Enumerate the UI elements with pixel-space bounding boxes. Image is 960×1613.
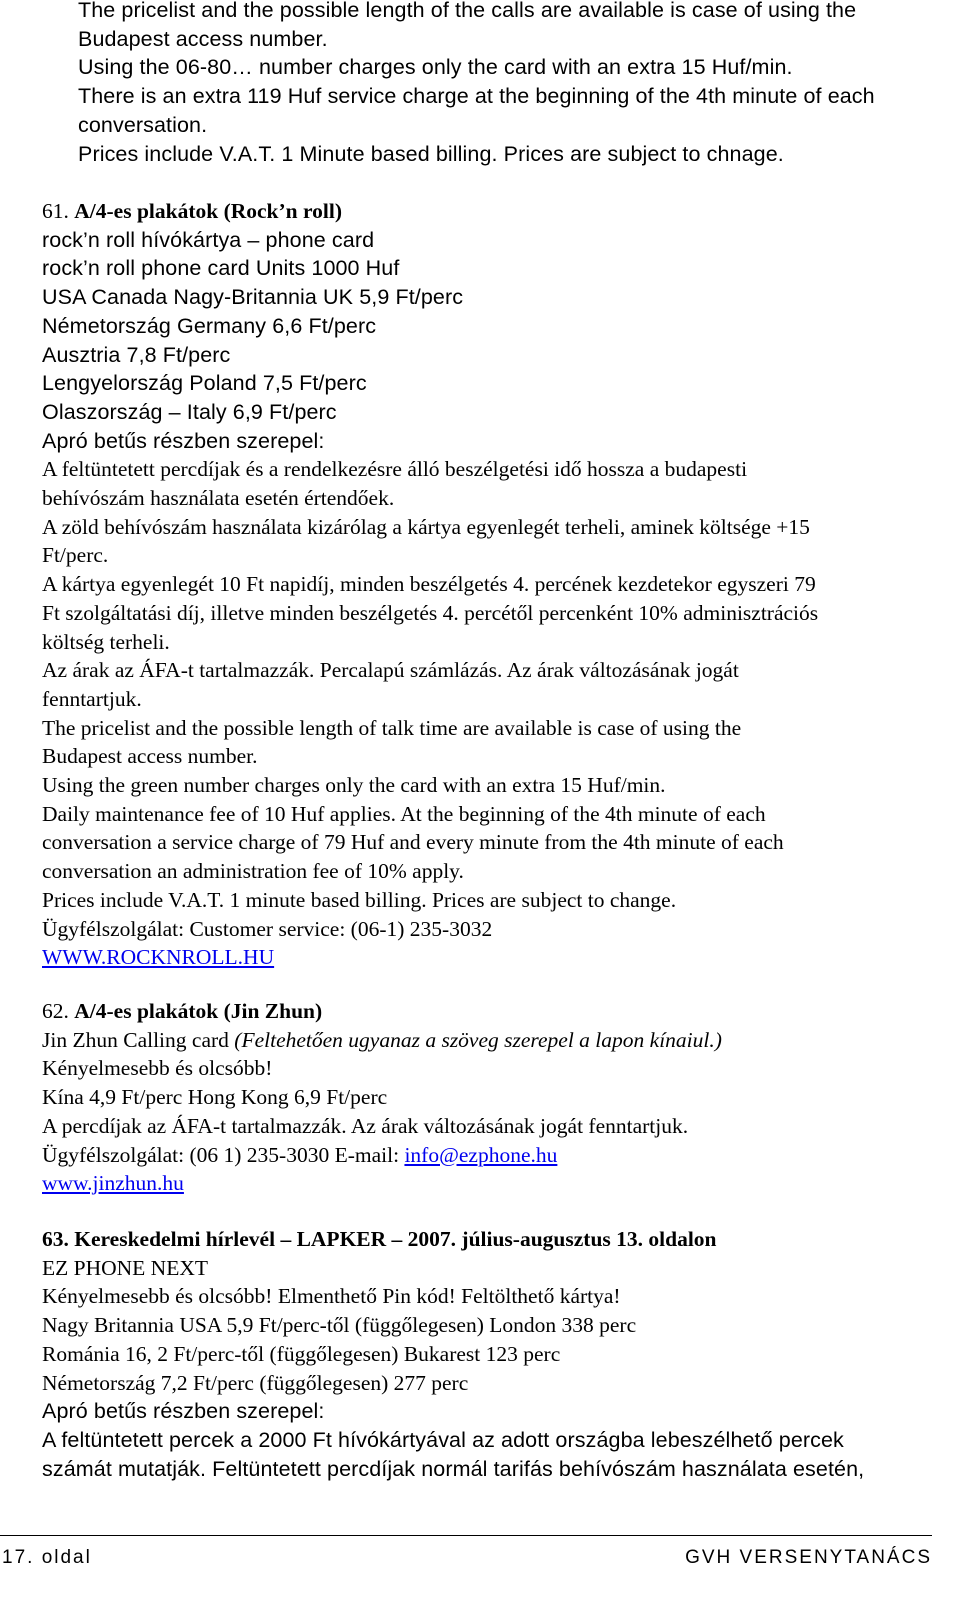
text-line: The pricelist and the possible length of talk time are available is case of using the: [42, 715, 742, 740]
section-heading: [42, 997, 940, 1026]
rocknroll-link[interactable]: WWW.ROCKNROLL.HU: [42, 945, 275, 970]
intro-block: [78, 0, 940, 168]
text-line: Olaszország – Italy 6,9 Ft/perc: [42, 399, 337, 424]
text-line: Kína 4,9 Ft/perc Hong Kong 6,9 Ft/perc: [42, 1085, 388, 1110]
section-title: 63. Kereskedelmi hírlevél – LAPKER – 2007. július-augusztus 13. oldalon: [42, 1227, 717, 1251]
email-link[interactable]: info@ezphone.hu: [404, 1142, 558, 1167]
page-number: 17. oldal: [2, 1547, 92, 1568]
section-title: A/4-es plakátok (Jin Zhun): [74, 999, 323, 1023]
text-line: Az árak az ÁFA-t tartalmazzák. Percalapú számlázás. Az árak változásának jogát: [42, 658, 739, 683]
text-line: Prices include V.A.T. 1 Minute based billing. Prices are subject to chnage.: [78, 141, 784, 166]
jinzhun-link[interactable]: www.jinzhun.hu: [42, 1171, 184, 1196]
section-heading: [42, 197, 940, 226]
text-line: számát mutatják. Feltüntetett percdíjak normál tarifás behívószám használata esetén,: [42, 1456, 865, 1481]
section-title: A/4-es plakátok (Rock’n roll): [74, 199, 343, 223]
text-line: Budapest access number.: [42, 744, 258, 769]
text-line: conversation an administration fee of 10% apply.: [42, 859, 464, 884]
text-line: Németország 7,2 Ft/perc (függőlegesen) 277 perc: [42, 1370, 469, 1395]
text-line: conversation a service charge of 79 Huf and every minute from the 4th minute of each: [42, 830, 784, 855]
contact-text: Ügyfélszolgálat: (06 1) 235-3030 E-mail:: [42, 1142, 405, 1167]
text-line: Németország Germany 6,6 Ft/perc: [42, 313, 377, 338]
text-line: rock’n roll phone card Units 1000 Huf: [42, 256, 400, 281]
text-line: fenntartjuk.: [42, 686, 142, 711]
text-line: USA Canada Nagy-Britannia UK 5,9 Ft/perc: [42, 285, 464, 310]
text-line: rock’n roll hívókártya – phone card: [42, 227, 375, 252]
text-line: Prices include V.A.T. 1 minute based billing. Prices are subject to change.: [42, 887, 677, 912]
section-63: [42, 1225, 940, 1483]
text-line: There is an extra 119 Huf service charge at the beginning of the 4th minute of each: [78, 84, 875, 109]
text-line: A zöld behívószám használata kizárólag a kártya egyenlegét terheli, aminek költsége +15: [42, 514, 810, 539]
section-61: [42, 197, 940, 972]
section-number: 61.: [42, 199, 69, 223]
section-62: [42, 997, 940, 1198]
text-line: Apró betűs részben szerepel:: [42, 428, 325, 453]
text-line: Ausztria 7,8 Ft/perc: [42, 342, 231, 367]
text-line: Apró betűs részben szerepel:: [42, 1399, 325, 1424]
text-line: Using the green number charges only the card with an extra 15 Huf/min.: [42, 773, 666, 798]
text-line: Románia 16, 2 Ft/perc-től (függőlegesen) Bukarest 123 perc: [42, 1341, 561, 1366]
text-line: Lengyelország Poland 7,5 Ft/perc: [42, 371, 367, 396]
text-line: Nagy Britannia USA 5,9 Ft/perc-től (függőlegesen) London 338 perc: [42, 1313, 637, 1338]
text-line: EZ PHONE NEXT: [42, 1255, 209, 1280]
text-line: behívószám használata esetén értendőek.: [42, 486, 395, 511]
page-footer: [0, 1547, 932, 1573]
section-number: 62.: [42, 999, 69, 1023]
text-line: A feltüntetett percek a 2000 Ft hívókártyával az adott országba lebeszélhető percek: [42, 1427, 844, 1452]
footer-divider: [0, 1535, 932, 1536]
text-line: Ft szolgáltatási díj, illetve minden beszélgetés 4. percétől percenként 10% adminisztrációs: [42, 600, 819, 625]
text-line: [42, 1026, 940, 1055]
italic-note: (Feltehetően ugyanaz a szöveg szerepel a lapon kínaiul.): [234, 1027, 722, 1052]
text-line: A percdíjak az ÁFA-t tartalmazzák. Az árak változásának jogát fenntartjuk.: [42, 1113, 689, 1138]
text-line: conversation.: [78, 112, 208, 137]
text-line: Kényelmesebb és olcsóbb! Elmenthető Pin kód! Feltölthető kártya!: [42, 1284, 621, 1309]
text-line: Kényelmesebb és olcsóbb!: [42, 1056, 273, 1081]
link-line: [42, 1169, 940, 1198]
text-line: Budapest access number.: [78, 26, 328, 51]
text-line: Daily maintenance fee of 10 Huf applies. At the beginning of the 4th minute of each: [42, 801, 766, 826]
link-line: [42, 943, 940, 972]
text-line: Ft/perc.: [42, 543, 109, 568]
text-line: Ügyfélszolgálat: Customer service: (06-1) 235-3032: [42, 916, 493, 941]
card-name: Jin Zhun Calling card: [42, 1027, 235, 1052]
text-line: A kártya egyenlegét 10 Ft napidíj, minden beszélgetés 4. percének kezdetekor egyszeri 79: [42, 572, 816, 597]
text-line: [42, 1141, 940, 1170]
text-line: A feltüntetett percdíjak és a rendelkezésre álló beszélgetési idő hossza a budapesti: [42, 457, 748, 482]
text-line: Using the 06-80… number charges only the card with an extra 15 Huf/min.: [78, 55, 793, 80]
text-line: költség terheli.: [42, 629, 170, 654]
text-line: The pricelist and the possible length of the calls are available is case of using the: [78, 0, 857, 22]
organization-name: GVH VERSENYTANÁCS: [685, 1547, 932, 1568]
